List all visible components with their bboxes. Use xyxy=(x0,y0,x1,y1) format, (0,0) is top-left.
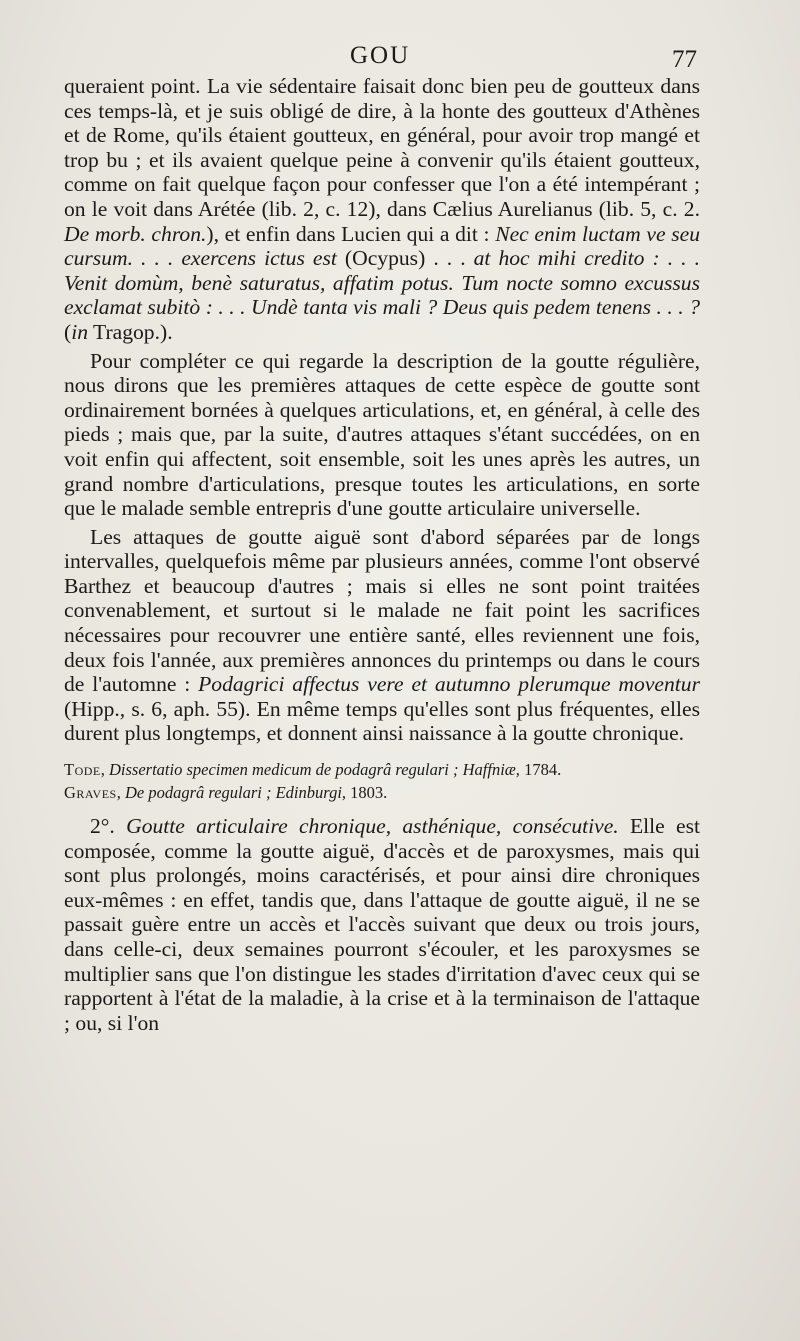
text-run: (Hipp., s. 6, aph. 55). En même temps qu'elles sont plus fréquentes, elles durent plus longtemps, et donnent ainsi naissance à la goutte chronique. xyxy=(64,696,700,746)
paragraph-acute-attacks xyxy=(64,525,700,746)
reference-1: Tode, Dissertatio specimen medicum de podagrâ regulari ; Haffniæ, 1784. xyxy=(64,760,562,780)
italic-run: De morb. chron. xyxy=(64,221,207,246)
reference-year: 1803. xyxy=(350,783,388,803)
running-title: GOU xyxy=(350,42,411,69)
text-run: Elle est composée, comme la goutte aiguë, d'accès et de paroxysmes, mais qui sont plus prolongés, moins caractérisés, et pour ainsi dire chroniques eux-mêmes : en effet, tandis que, dans l'attaque de goutte aiguë, il ne se passait guère entre un accès et l'accès suivant que deux ou trois jours, dans celle-ci, deux semaines pourront s'écouler, et les paroxysmes se multiplier sans que l'on distingue les stades d'irritation d'avec ceux qui se rapportent à l'état de la maladie, à la crise et à la terminaison de l'attaque ; ou, si l'on xyxy=(64,814,700,1035)
italic-quote: Nec enim luctam ve seu cursum. . . . exercens ictus est xyxy=(64,221,700,271)
text-run: ), et enfin dans Lucien qui a dit : xyxy=(206,221,496,246)
text-run: Tragop.). xyxy=(88,319,173,344)
reference-2: Graves, De podagrâ regulari ; Edinburgi, 1803. xyxy=(64,783,388,803)
italic-quote: Podagrici affectus vere et autumno plerumque moventur xyxy=(198,672,700,697)
text-run: (Ocypus) . . . xyxy=(336,246,474,271)
reference-title: Dissertatio specimen medicum de podagrâ regulari ; Haffniæ, xyxy=(109,760,520,780)
running-head xyxy=(0,42,800,78)
bibliographic-references xyxy=(64,758,700,804)
paragraph-chronic-gout xyxy=(64,814,700,1035)
reference-author: Tode xyxy=(64,760,101,780)
reference-title: De podagrâ regulari ; Edinburgi, xyxy=(124,783,347,803)
italic-run: in xyxy=(71,319,88,344)
section-number: 2°. xyxy=(90,814,127,839)
text-run: Les attaques de goutte aiguë sont d'abord séparées par de longs intervalles, quelquefois même par plusieurs années, comme l'ont observé Barthez et beaucoup d'autres ; mais si elles ne sont point traitées convenablement, et surtout si le malade ne fait point les sacrifices nécessaires pour recouvrer une entière santé, elles reviennent une fois, deux fois l'année, aux premières annonces du printemps ou dans le cours de l'automne : xyxy=(64,524,700,697)
page-body xyxy=(64,74,700,1035)
reference-year: 1784. xyxy=(524,760,562,780)
paragraph-continuation xyxy=(64,74,700,345)
paragraph-regular-gout: Pour compléter ce qui regarde la description de la goutte régulière, nous dirons que les premières attaques de cette espèce de goutte sont ordinairement bornées à quelques articulations, et, en général, à celle des pieds ; mais que, par la suite, d'autres attaques s'étant succédées, on en voit enfin qui affectent, soit ensemble, soit les unes après les autres, un grand nombre d'articulations, presque toutes les articulations, en sorte que le malade semble entrepris d'une goutte articulaire universelle. xyxy=(64,348,700,521)
text-run: ( xyxy=(64,319,72,344)
text-run: queraient point. La vie sédentaire faisait donc bien peu de goutteux dans ces temps-là, et je suis obligé de dire, à la honte des goutteux d'Athènes et de Rome, qu'ils étaient goutteux, en général, pour avoir trop mangé et trop bu ; et ils avaient quelque peine à convenir qu'ils étaient goutteux, comme on fait quelque façon pour confesser que l'on a été intempérant ; on le voit dans Arétée (lib. 2, c. 12), dans Cælius Aurelianus (lib. 5, c. 2. xyxy=(64,74,700,221)
italic-quote: at hoc mihi credito : . . . Venit domùm, benè saturatus, affatim potus. Tum nocte somno excussus exclamat subitò : . . . Undè tanta vis mali ? Deus quis pedem tenens . . . ? xyxy=(64,246,700,320)
reference-author: Graves xyxy=(64,783,117,803)
section-heading: Goutte articulaire chronique, asthénique, consécutive. xyxy=(126,814,619,839)
page-number: 77 xyxy=(672,46,697,73)
